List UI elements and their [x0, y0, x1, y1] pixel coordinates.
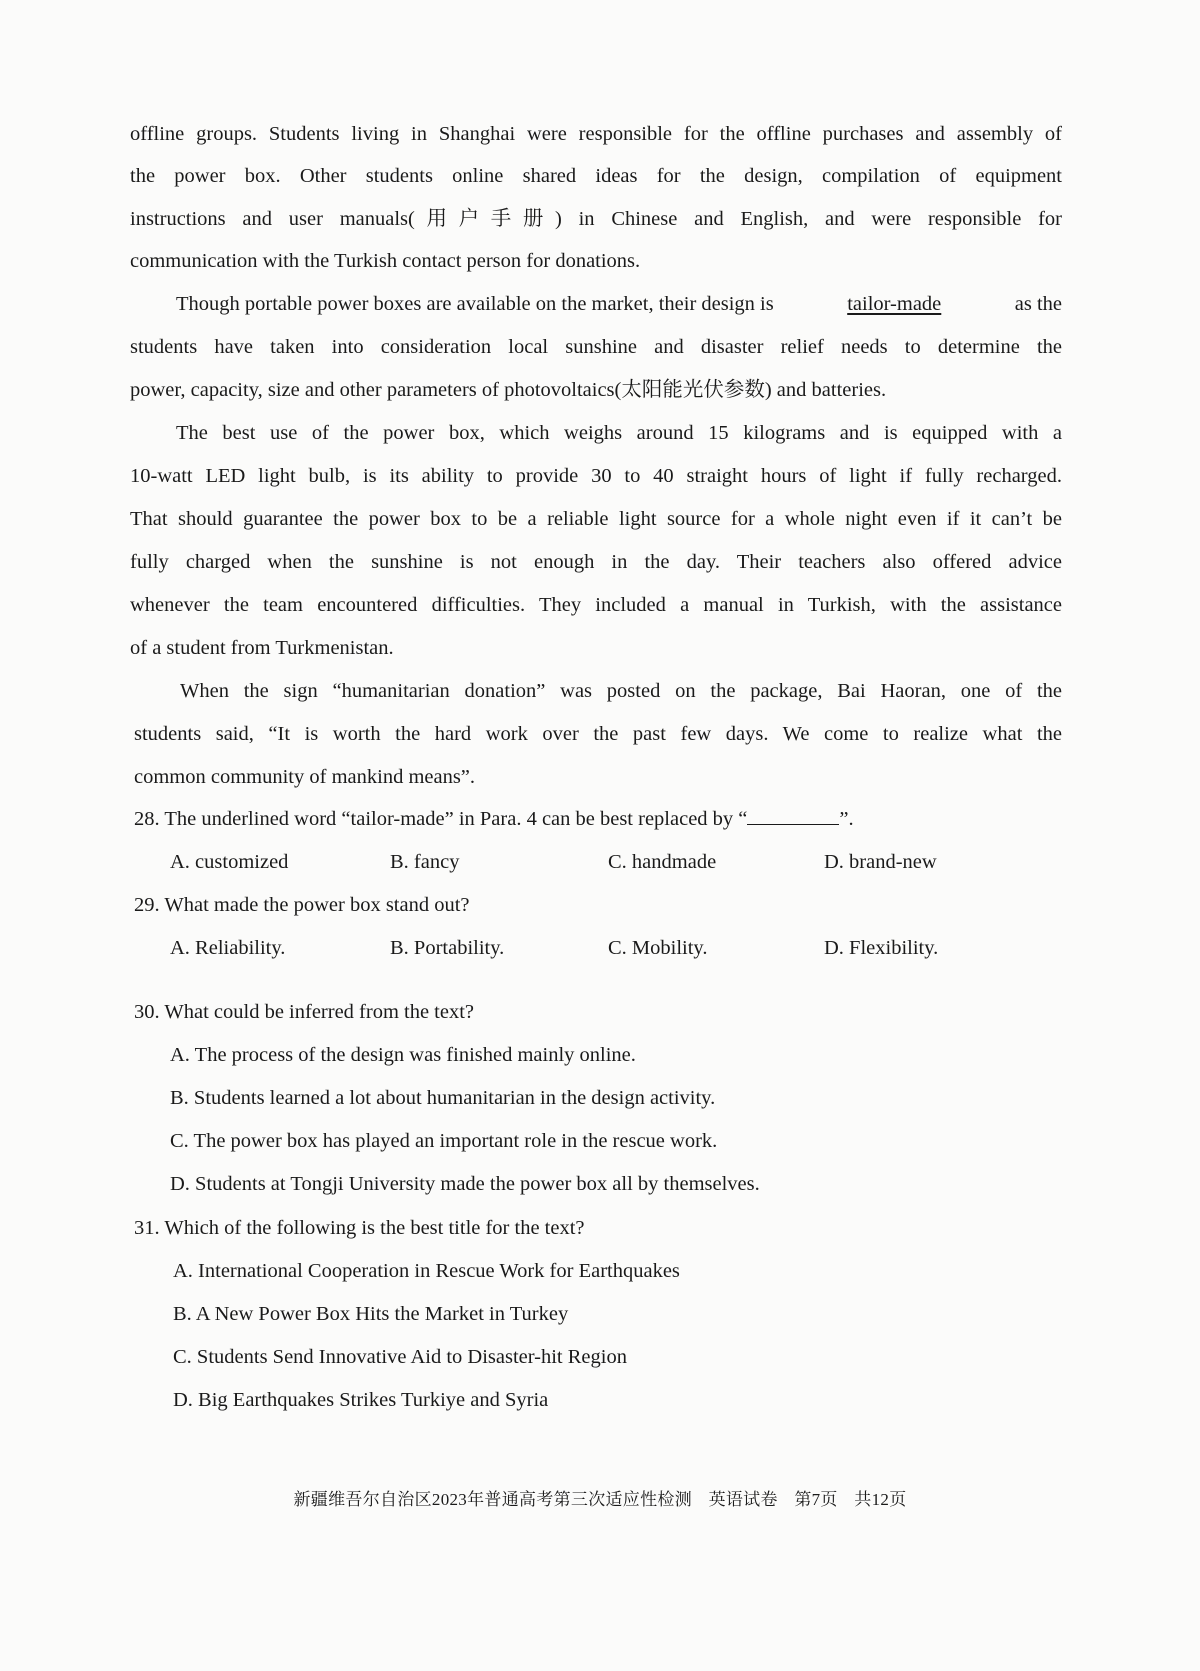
paragraph-line: communication with the Turkish contact person for donations.: [130, 250, 641, 272]
paragraph-line: of a student from Turkmenistan.: [130, 637, 394, 659]
page-footer: [0, 1489, 1200, 1511]
paragraph-text: Though portable power boxes are available on the market, their design is: [176, 293, 774, 315]
question-stem: [134, 806, 854, 832]
paragraph-line: whenever the team encountered difficulties. They included a manual in Turkish, with the assistance: [130, 594, 1062, 616]
underlined-word: tailor-made: [847, 293, 942, 315]
option-c: C. Mobility.: [608, 937, 708, 959]
option-a: A. The process of the design was finished mainly online.: [170, 1044, 636, 1066]
option-d: D. brand-new: [824, 851, 937, 873]
paragraph-line: instructions and user manuals(用户手册) in Chinese and English, and were responsible for: [130, 208, 1062, 230]
answer-blank: [747, 806, 839, 825]
paragraph-line: students said, “It is worth the hard work over the past few days. We come to realize what the: [134, 723, 1062, 745]
option-b: B. fancy: [390, 851, 460, 873]
paragraph-line: students have taken into consideration local sunshine and disaster relief needs to determine the: [130, 336, 1062, 358]
footer-exam-title: 新疆维吾尔自治区2023年普通高考第三次适应性检测: [293, 1490, 692, 1509]
option-d: D. Flexibility.: [824, 937, 939, 959]
paragraph-line: offline groups. Students living in Shanghai were responsible for the offline purchases and assembly of: [130, 123, 1062, 145]
question-stem: 31. Which of the following is the best title for the text?: [134, 1217, 585, 1239]
paragraph-line: [176, 291, 1062, 317]
paragraph-text: as the: [1014, 293, 1062, 315]
option-b: B. A New Power Box Hits the Market in Turkey: [173, 1303, 569, 1325]
option-d: D. Big Earthquakes Strikes Turkiye and Syria: [173, 1389, 549, 1411]
paragraph-line: When the sign “humanitarian donation” was posted on the package, Bai Haoran, one of the: [180, 680, 1062, 702]
option-b: B. Students learned a lot about humanitarian in the design activity.: [170, 1087, 716, 1109]
paragraph-line: The best use of the power box, which weighs around 15 kilograms and is equipped with a: [176, 422, 1062, 444]
option-a: A. Reliability.: [170, 937, 286, 959]
option-c: C. handmade: [608, 851, 717, 873]
paragraph-line: 10-watt LED light bulb, is its ability to provide 30 to 40 straight hours of light if fully recharged.: [130, 465, 1062, 487]
paragraph-line: the power box. Other students online shared ideas for the design, compilation of equipment: [130, 165, 1062, 187]
option-c: C. The power box has played an important role in the rescue work.: [170, 1130, 718, 1152]
question-stem: 30. What could be inferred from the text?: [134, 1001, 475, 1023]
paragraph-line: power, capacity, size and other parameters of photovoltaics(太阳能光伏参数) and batteries.: [130, 379, 887, 401]
paragraph-line: That should guarantee the power box to be a reliable light source for a whole night even if it can’t be: [130, 508, 1062, 530]
option-a: A. International Cooperation in Rescue Work for Earthquakes: [173, 1260, 680, 1282]
paragraph-line: fully charged when the sunshine is not enough in the day. Their teachers also offered advice: [130, 551, 1062, 573]
option-d: D. Students at Tongji University made the power box all by themselves.: [170, 1173, 760, 1195]
paragraph-line: common community of mankind means”.: [134, 766, 476, 788]
footer-page-number: 第7页: [794, 1490, 838, 1509]
question-stem: 29. What made the power box stand out?: [134, 894, 470, 916]
footer-total-pages: 共12页: [854, 1490, 907, 1509]
option-a: A. customized: [170, 851, 289, 873]
option-b: B. Portability.: [390, 937, 505, 959]
question-stem-text: ”.: [839, 808, 854, 830]
option-c: C. Students Send Innovative Aid to Disaster-hit Region: [173, 1346, 627, 1368]
footer-subject: 英语试卷: [708, 1490, 778, 1509]
question-stem-text: 28. The underlined word “tailor-made” in Para. 4 can be best replaced by “: [134, 808, 748, 830]
